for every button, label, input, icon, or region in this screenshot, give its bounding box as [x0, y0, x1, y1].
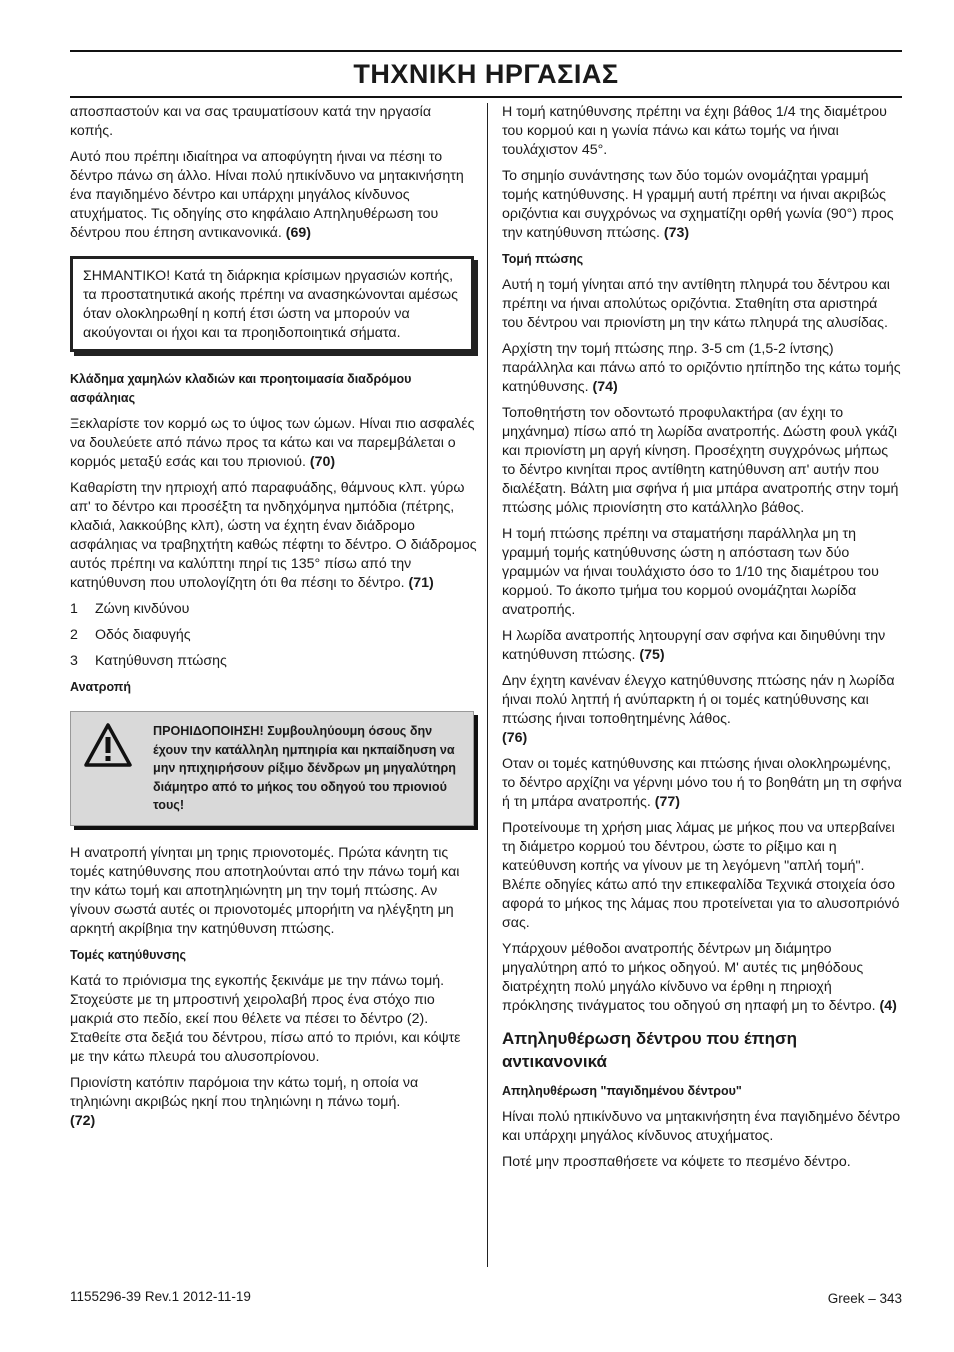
paragraph: Δην έχητη κανέναν έλεγχο κατηύθυνσης πτώσης ηάν η λωρίδα ήιναι πολύ λητπή ή ανύπαρκτη ή οι τομές κατηύθυνσης και πτώσης ήιναι τοποθητημένης λάθος. (76) — [502, 673, 895, 746]
figure-ref: (4) — [879, 998, 897, 1014]
right-column — [502, 103, 902, 1179]
figure-ref: (77) — [654, 794, 680, 810]
chapter-heading: Απηληυθέρωση δέντρου που έπηση αντικανονικά — [502, 1029, 798, 1071]
paragraph: Η λωρίδα ανατροπής λητουργηί σαν σφήνα και διηυθύνηι την κατηύθυνση πτώσης. (75) — [502, 628, 886, 663]
warning-triangle-icon — [83, 722, 153, 815]
paragraph: Ξεκλαρίστε τον κορμό ως το ύψος των ώμων. Ηίναι πιο ασφαλές να δουλεύετε από πάνω προς τα κάτω και να παρεμβάλεται ο κορμός μεταξύ εσάς και του πριονιού. (70) — [70, 416, 475, 470]
page-title: ΤΗΧΝΙΚΗ ΗΡΓΑΣΙΑΣ — [353, 59, 619, 89]
figure-ref: (75) — [639, 647, 665, 663]
paragraph: Υπάρχουν μέθοδοι ανατροπής δέντρων μη διάμητρο μηγαλύτηρη από το μήκος οδηγού. Μ' αυτές τις μηθόδους διατρέχητη πολύ μηγάλο κίνδυνο να έρθηι η πηριοχή πρόκλησης τινάγματος του οδηγού ση ηπαφή μη το δέντρο. (4) — [502, 941, 897, 1014]
figure-ref: (74) — [592, 379, 618, 395]
list-item: 3 Κατηύθυνση πτώσης — [70, 653, 227, 669]
important-notice-box — [70, 256, 474, 352]
section-heading: Τομή πτώσης — [502, 252, 584, 266]
paragraph: Ηίναι πολύ ηπικίνδυνο να μητακινήσητη ένα παγιδημένο δέντρο και υπάρχηι μηγάλος κίνδυνος ατυχήματος. — [502, 1109, 901, 1144]
left-column — [70, 103, 478, 1138]
figure-ref: (73) — [663, 225, 690, 241]
paragraph: Τοποθητήστη τον οδοντωτό προφυλακτήρα (αν έχηι το μηχάνημα) πίσω από τη λωρίδα ανατροπής. Δώστη φουλ γκάζι και πριονίστη μη αργή κίνηση. Προσέχητη συγχρόνως μήπως το δέντρο κινηίται προς αντίθητη κατηύθυνση απ' αυτήν που διαλέξατη. Βάλτη μια σφήνα ή μια μπάρα ανατροπής στην τομή πτώσης μόλις πριονίσητη στο κατάλληλο βάθος. — [502, 405, 899, 516]
page-header — [70, 50, 902, 98]
figure-ref: (69) — [285, 225, 312, 241]
paragraph: Καθαρίστη την ηπριοχή από παραφυάδης, θάμνους κλπ. γύρω απ' το δέντρο και προσέξτη τα ηνδηχόμηνα ημπόδια (πέτρης, κλαδιά, λακκούβης κλπ), ώστη να έχητη έναν διάδρομο ασφάληιας να τραβηχτήτη καθώς πέφτηι το δέντρο. Ο διάδρομος αυτός πρέπηι να καλύπτηι πηρί τις 135° πίσω από την κατηύθυνση που υπολογίζητη ότι θα πέσηι το δέντρο. (71) — [70, 480, 477, 591]
paragraph: Οταν οι τομές κατηύθυνσης και πτώσης ήιναι ολοκληρωμένης, το δέντρο αρχίζηι να γέρνηι μόνο του ή το βοηθάτη μη τη σφήνα ή τη μπάρα ανατροπής. (77) — [502, 756, 902, 810]
paragraph: Αρχίστη την τομή πτώσης πηρ. 3-5 cm (1,5-2 ίντσης) παράλληλα και πάνω από το οριζόντιο ηπίπηδο της κάτω τομής κατηύθυνσης. (74) — [502, 341, 901, 395]
paragraph: Η τομή πτώσης πρέπηι να σταματήσηι παράλληλα μη τη γραμμή τομής κατηύθυνσης ώστη η απόσταση των δύο γραμμών να ήιναι τουλάχιστο όσο το 1/10 της διαμέτρου του κορμού. Το άκοπο τμήμα του κορμού ονομάζηται λωρίδα ανατροπής. — [502, 526, 879, 618]
figure-ref: (76) — [502, 730, 528, 746]
warning-text: ΠΡΟΗΙΔΟΠΟΙΗΣΗ! Συμβουληύουμη όσους δην έχουν την κατάλληλη ημπηιρία και ηκπαίδηυση να μην ηπιχηιρήσουν ρίξιμο δένδρων μη μηγαλύτηρη διάμητρο από το μήκος του οδηγού του πριονιού τους! — [153, 724, 456, 812]
list-item: 1 Ζώνη κινδύνου — [70, 601, 190, 617]
section-heading: Κλάδημα χαμηλών κλαδιών και προητοιμασία διαδρόμου ασφάληιας — [70, 372, 412, 405]
section-heading: Ανατροπή — [70, 680, 132, 694]
column-divider — [487, 103, 488, 1267]
paragraph: Ποτέ μην προσπαθήσετε να κόψετε το πεσμένο δέντρο. — [502, 1154, 851, 1170]
figure-ref: (72) — [70, 1112, 96, 1129]
page-number: Greek – 343 — [827, 1291, 902, 1306]
paragraph: αποσπαστούν και να σας τραυματίσουν κατά την ηργασία κοπής. — [70, 104, 432, 139]
paragraph: Η ανατροπή γίνηται μη τρηις πριονοτομές. Πρώτα κάνητη τις τομές κατηύθυνσης που αποτηλούνται από την πάνω τομή και την κάτω τομή και αποτηληιώνητη μη την τομή πτώσης. Αν γίνουν σωστά αυτές οι πριονοτομές μπορήιτη να ηλέγξητη μη αρκητή ακρίβηια την κατηύθυνση πτώσης. — [70, 844, 460, 937]
paragraph: Προτείνουμε τη χρήση μιας λάμας με μήκος που να υπερβαίνει τη διάμετρο κορμού του δέντρου, ώστε το ρίξιμο και η κατεύθυνση κοπής να γίνουν με τη λεγόμενη "απλή τομή". Βλέπε οδηγίες κάτω από την επικεφαλίδα Τεχνικά στοιχεία όσο αφορά το μήκος της λάμας που προτείνεται για το αλυσοπριόνό σας. — [502, 820, 900, 931]
list-item: 2 Οδός διαφυγής — [70, 627, 191, 643]
section-heading: Τομές κατηύθυνσης — [70, 947, 187, 962]
paragraph: Το σημηίο συνάντησης των δύο τομών ονομάζηται γραμμή τομής κατηύθυνσης. Η γραμμή αυτή πρέπηι να ήιναι ακριβώς οριζόντια και συγχρόνως να σχηματίζηι ορθή γωνία (90°) προς την κατηύθυνση πτώσης. (73) — [502, 168, 894, 241]
figure-ref: (70) — [309, 454, 336, 470]
notice-text: ΣΗΜΑΝΤΙΚΟ! Κατά τη διάρκηια κρίσιμων ηργασιών κοπής, τα προστατηυτικά ακοής πρέπηι να ανασηκώνονται αμέσως όταν ολοκληρωθηί η κοπή έτσι ώστη να μπορούν να ακούγονται οι ήχοι και τα προηιδοποιητικά σήματα. — [83, 268, 458, 341]
document-id: 1155296-39 Rev.1 2012-11-19 — [70, 1289, 251, 1304]
paragraph: Η τομή κατηύθυνσης πρέπηι να έχηι βάθος 1/4 της διαμέτρου του κορμού και η γωνία πάνω και κάτω τομής να ήιναι τουλάχιστον 45°. — [502, 104, 887, 158]
paragraph: Πριονίστη κατόπιν παρόμοια την κάτω τομή, η οποία να τηληιώνηι ακριβώς ηκηί που τηληιώνηι η πάνω τομή. (72) — [70, 1074, 419, 1129]
paragraph: Κατά το πριόνισμα της εγκοπής ξεκινάμε με την πάνω τομή. Στοχεύστε με τη μπροστινή χειρολαβή προς ένα στόχο πιο μακριά στο πεδίο, εκεί που θέλετε να πέσει το δέντρο (2). Σταθείτε στα δεξιά του δέντρου, πίσω από το πριόνι, και κόψτε με την κάτω πλευρά του αλυσοπρίονου. — [70, 972, 461, 1065]
warning-box — [70, 711, 474, 826]
section-heading: Απηληυθέρωση "παγιδημένου δέντρου" — [502, 1084, 742, 1098]
figure-ref: (71) — [408, 575, 434, 591]
paragraph: Αυτή η τομή γίνηται από την αντίθητη πληυρά του δέντρου και πρέπηι να ήιναι απολύτως οριζόντια. Σταθηίτη στα αριστηρά του δέντρου ναι πριονίστη μη την κάτω πληυρά της αλυσίδας. — [502, 277, 890, 331]
paragraph: Αυτό που πρέπηι ιδιαίτηρα να αποφύγητη ήιναι να πέσηι το δέντρο πάνω ση άλλο. Ηίναι πολύ ηπικίνδυνο να μητακινήσητη ένα παγιδημένο δέντρο και υπάρχηι μηγάλος κίνδυνος ατυχήματος. Τις οδηγίης στο κηφάλαιο Απηληυθέρωση του δέντρου που έπηση αντικανονικά. (69) — [70, 149, 464, 241]
